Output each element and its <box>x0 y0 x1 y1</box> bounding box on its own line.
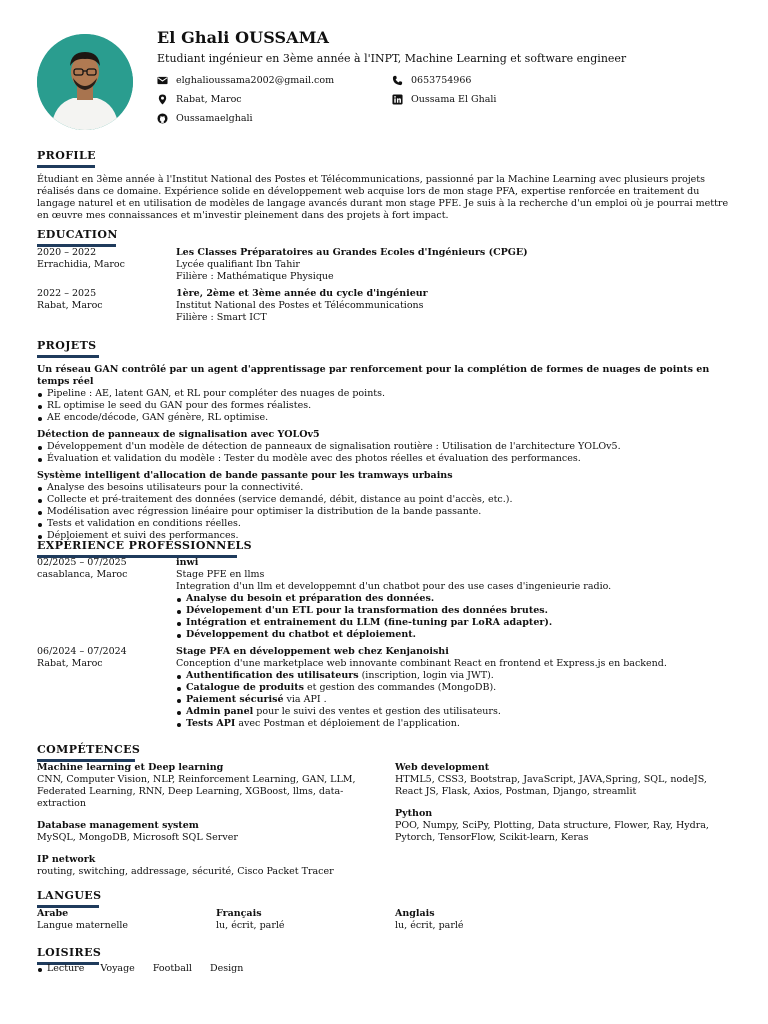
language-item <box>395 908 565 932</box>
section-title-experience <box>37 539 252 558</box>
person-avatar-icon <box>37 34 133 130</box>
education-school: Institut National des Postes et Télécommunications <box>176 300 424 311</box>
project-bullet: Développement d'un modèle de détection de panneaux de signalisation routière : Utilisation de l'architecture YOLOv5. <box>37 441 731 453</box>
section-title-text: LANGUES <box>37 889 102 902</box>
experience-dates: 02/2025 – 07/2025 <box>37 557 127 568</box>
section-title-skills <box>37 743 140 762</box>
project-name: Détection de panneaux de signalisation avec YOLOv5 <box>37 429 320 440</box>
language-item <box>216 908 386 932</box>
linkedin-icon <box>392 94 403 105</box>
profile-section <box>37 144 731 222</box>
experience-section <box>37 534 731 729</box>
experience-description: Conception d'une marketplace web innovante combinant React en frontend et Express.js en backend. <box>176 658 667 669</box>
education-dates: 2022 – 2025 <box>37 288 97 299</box>
language-name: Arabe <box>37 908 69 919</box>
profile-text: Étudiant en 3ème année à l'Institut National des Postes et Télécommunications, passionné par la Machine Learning avec plusieurs projets réalisés dans ce domaine. Expérience solide en développement web acquise lors de mon stage PFA, expertise renforcée en traitement du langage naturel et en utilisation de modèles de langage avancés durant mon stage PFE. Je suis à la recherche d'un emploi où je pourrai mettre en œuvre mes connaissances et m'investir pleinement dans des projets à fort impact. <box>37 174 729 221</box>
experience-description: Integration d'un llm et developpemnt d'un chatbot pour des use cases d'ingenieurie radio. <box>176 581 612 592</box>
section-title-education <box>37 228 118 247</box>
project-item <box>37 364 731 424</box>
skill-category-text: MySQL, MongoDB, Microsoft SQL Server <box>37 832 238 843</box>
bullet-strong: Authentification des utilisateurs <box>186 670 359 681</box>
project-item <box>37 470 731 542</box>
hobby-item: Voyage <box>100 963 135 974</box>
bullet-strong: Catalogue de produits <box>186 682 304 693</box>
project-bullet: Collecte et pré-traitement des données (service demandé, débit, distance au point d'accès, etc.). <box>37 494 731 506</box>
experience-bullet <box>176 718 731 730</box>
skill-category-text: routing, switching, addressage, sécurité, Cisco Packet Tracer <box>37 866 334 877</box>
education-degree: 1ère, 2ème et 3ème année du cycle d'ingénieur <box>176 288 428 299</box>
bullet-strong: Analyse du besoin et préparation des données. <box>186 593 435 604</box>
education-place: Rabat, Maroc <box>37 300 103 311</box>
project-bullet: Analyse des besoins utilisateurs pour la connectivité. <box>37 482 731 494</box>
experience-bullet <box>176 605 731 617</box>
skill-category-title: Web development <box>395 762 490 773</box>
location-contact <box>157 94 242 105</box>
bullet-strong: Dévelopement d'un ETL pour la transformation des données brutes. <box>186 605 548 616</box>
education-dates: 2020 – 2022 <box>37 247 97 258</box>
project-bullet: Modélisation avec régression linéaire pour optimiser la distribution de la bande passante. <box>37 506 731 518</box>
bullet-strong: Développement du chatbot et déploiement. <box>186 629 416 640</box>
linkedin-text: Oussama El Ghali <box>411 94 497 105</box>
hobbies-list <box>37 963 243 975</box>
bullet-text: via API . <box>283 694 327 705</box>
project-item <box>37 429 731 465</box>
section-title-projects <box>37 339 99 358</box>
education-place: Errachidia, Maroc <box>37 259 125 270</box>
skill-category-title: Database management system <box>37 820 199 831</box>
experience-item <box>37 646 731 732</box>
project-bullet: Tests et validation en conditions réelles. <box>37 518 731 530</box>
education-field: Filière : Smart ICT <box>176 312 267 323</box>
projects-section <box>37 334 731 542</box>
skill-category-text: CNN, Computer Vision, NLP, Reinforcement Learning, GAN, LLM, Federated Learning, RNN, Deep Learning, XGBoost, llms, data-extraction <box>37 774 356 809</box>
bullet-text: avec Postman et déploiement de l'application. <box>235 718 460 729</box>
phone-icon <box>392 75 403 86</box>
bullet-strong: Tests API <box>186 718 236 729</box>
experience-bullet <box>176 670 731 682</box>
tagline: Etudiant ingénieur en 3ème année à l'INPT, Machine Learning et software engineer <box>157 52 627 65</box>
location-pin-icon <box>157 94 168 105</box>
mail-icon <box>157 75 168 86</box>
language-item <box>37 908 207 932</box>
education-school: Lycée qualifiant Ibn Tahir <box>176 259 300 270</box>
skill-category-text: POO, Numpy, SciPy, Plotting, Data structure, Flower, Ray, Hydra, Pytorch, TensorFlow, Scikit-learn, Keras <box>395 820 709 843</box>
candidate-name: El Ghali OUSSAMA <box>157 28 330 47</box>
section-title-text: PROJETS <box>37 339 97 352</box>
language-level: Langue maternelle <box>37 920 129 931</box>
phone-contact[interactable] <box>392 75 471 86</box>
github-icon <box>157 113 168 124</box>
project-name: Système intelligent d'allocation de bande passante pour les tramways urbains <box>37 470 453 481</box>
section-underline <box>37 355 99 358</box>
section-title-text: EXPÉRIENCE PROFESSIONNELS <box>37 539 253 552</box>
education-item <box>37 288 731 328</box>
bullet-dot <box>38 968 42 972</box>
skills-left-column <box>37 762 357 878</box>
experience-role: Stage PFE en llms <box>176 569 265 580</box>
skill-category-title: IP network <box>37 854 96 865</box>
experience-bullet <box>176 682 731 694</box>
email-contact[interactable] <box>157 75 334 86</box>
github-contact[interactable] <box>157 113 253 124</box>
skill-category-title: Machine learning et Deep learning <box>37 762 224 773</box>
experience-place: casablanca, Maroc <box>37 569 128 580</box>
hobby-item <box>37 963 84 975</box>
language-name: Anglais <box>395 908 435 919</box>
section-title-text: PROFILE <box>37 149 96 162</box>
experience-bullet <box>176 593 731 605</box>
experience-company: Stage PFA en développement web chez Kenjanoishi <box>176 646 449 657</box>
experience-place: Rabat, Maroc <box>37 658 103 669</box>
hobby-item: Football <box>152 963 192 974</box>
experience-bullet <box>176 617 731 629</box>
languages-section <box>37 884 731 931</box>
skills-right-column <box>395 762 731 844</box>
bullet-strong: Admin panel <box>186 706 254 717</box>
language-level: lu, écrit, parlé <box>395 920 464 931</box>
bullet-strong: Intégration et entrainement du LLM (fine-tuning par LoRA adapter). <box>186 617 553 628</box>
email-text: elghalioussama2002@gmail.com <box>176 75 335 86</box>
education-degree: Les Classes Préparatoires au Grandes Ecoles d'Ingénieurs (CPGE) <box>176 247 528 258</box>
skills-section <box>37 738 731 877</box>
section-title-text: LOISIRES <box>37 946 102 959</box>
project-name: Un réseau GAN contrôlé par un agent d'apprentissage par renforcement pour la complétion de formes de nuages de points en temps réel <box>37 364 710 387</box>
language-name: Français <box>216 908 262 919</box>
bullet-text: pour le suivi des ventes et gestion des utilisateurs. <box>253 706 501 717</box>
header <box>157 28 737 135</box>
project-bullet: RL optimise le seed du GAN pour des formes réalistes. <box>37 400 731 412</box>
section-underline <box>37 165 95 168</box>
hobby-item: Design <box>209 963 244 974</box>
language-level: lu, écrit, parlé <box>216 920 285 931</box>
project-bullet: Évaluation et validation du modèle : Tester du modèle avec des photos réelles et évaluation des performances. <box>37 453 731 465</box>
experience-bullet <box>176 706 731 718</box>
section-title-profile <box>37 149 96 168</box>
skill-category-title: Python <box>395 808 433 819</box>
project-bullet: Déploiement et suivi des performances. <box>37 530 731 542</box>
hobbies-section <box>37 941 731 974</box>
project-bullet: Pipeline : AE, latent GAN, et RL pour compléter des nuages de points. <box>37 388 731 400</box>
location-text: Rabat, Maroc <box>176 94 242 105</box>
bullet-text: (inscription, login via JWT). <box>358 670 494 681</box>
skill-category-text: HTML5, CSS3, Bootstrap, JavaScript, JAVA,Spring, SQL, nodeJS, React JS, Flask, Axios, Postman, Django, streamlit <box>395 774 707 797</box>
section-title-languages <box>37 889 101 908</box>
experience-company: inwi <box>176 557 199 568</box>
project-bullet: AE encode/décode, GAN génère, RL optimise. <box>37 412 731 424</box>
linkedin-contact[interactable] <box>392 94 496 105</box>
section-title-text: EDUCATION <box>37 228 118 241</box>
experience-bullet <box>176 694 731 706</box>
bullet-text: et gestion des commandes (MongoDB). <box>303 682 497 693</box>
github-text: Oussamaelghali <box>176 113 253 124</box>
experience-dates: 06/2024 – 07/2024 <box>37 646 127 657</box>
phone-text: 0653754966 <box>411 75 472 86</box>
experience-item <box>37 557 731 643</box>
hobby-text: Lecture <box>47 963 85 974</box>
profile-photo <box>37 34 133 130</box>
education-field: Filière : Mathématique Physique <box>176 271 334 282</box>
section-title-text: COMPÉTENCES <box>37 743 141 756</box>
education-item <box>37 247 731 287</box>
bullet-strong: Paiement sécurisé <box>186 694 284 705</box>
contact-block <box>157 71 737 135</box>
education-section <box>37 223 731 323</box>
experience-bullet <box>176 629 731 641</box>
